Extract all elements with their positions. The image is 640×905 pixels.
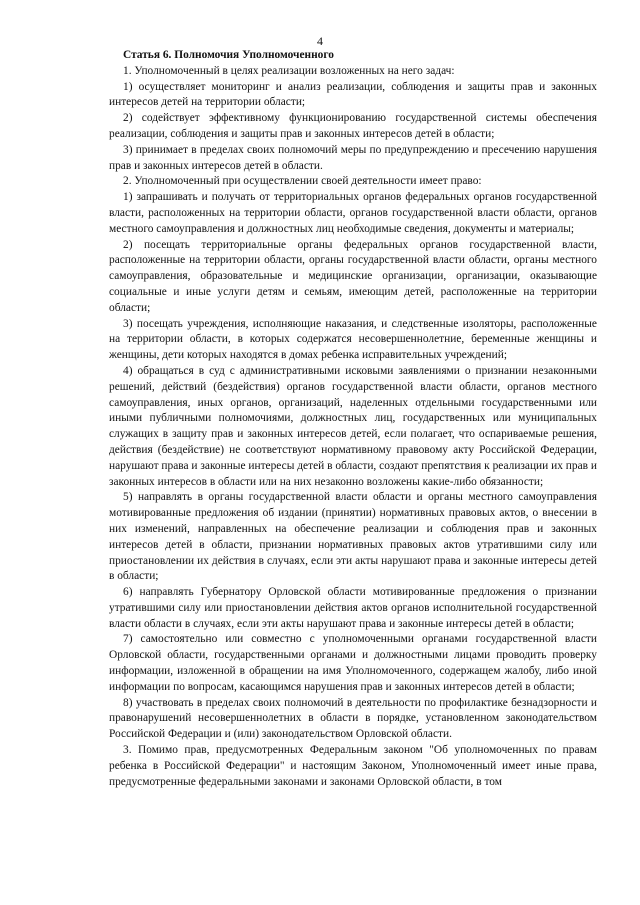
paragraph: 2) содействует эффективному функционированию государственной системы обеспечения реализации, соблюдения и защиты прав и законных интересов детей в области;: [109, 112, 597, 140]
paragraph: 4) обращаться в суд с административными исковыми заявлениями о признании незаконными решений, действий (бездействия) органов государственной власти области, органов местного самоуправления, иных органов, организаций, наделенных отдельными государственными или иными публичными полномочиями, должностных лиц, государственных или муниципальных служащих в защиту прав и законных интересов детей, если полагает, что оспариваемые решения, действия (бездействие) не соответствуют нормативному правовому акту Российской Федерации, нарушают права и законные интересы детей в области, создают препятствия к реализации их прав и законных интересов в области или на них незаконно возложены какие-либо обязанности;: [109, 364, 597, 488]
paragraph: 6) направлять Губернатору Орловской области мотивированные предложения о признании утратившими силу или приостановлении действия актов органов исполнительной государственной власти области в случаях, если эти акты нарушают права и законные интересы детей в области;: [109, 586, 597, 630]
paragraph: 5) направлять в органы государственной власти области и органы местного самоуправления мотивированные предложения об издании (принятии) нормативных правовых актов, о внесении в них изменений, направленных на обеспечение реализации и соблюдения прав и законных интересов детей в области, признании нормативных правовых актов утратившими силу или приостановлении их действия в случаях, если эти акты нарушают права и законные интересы детей в области;: [109, 491, 597, 583]
paragraph: 2. Уполномоченный при осуществлении своей деятельности имеет право:: [123, 175, 482, 188]
paragraph: 2) посещать территориальные органы федеральных органов государственной власти, расположенные на территории области, органы государственной власти области, органы местного самоуправления, образовательные и медицинские организации, организации, оказывающие социальные и иные услуги детям и семьям, имеющим детей, расположенные на территории области;: [109, 238, 597, 314]
article-heading: Статья 6. Полномочия Уполномоченного: [123, 49, 334, 61]
paragraph: 1) осуществляет мониторинг и анализ реализации, соблюдения и защиты прав и законных интересов детей на территории области;: [109, 80, 597, 109]
page-number: 4: [317, 34, 323, 48]
paragraph: 8) участвовать в пределах своих полномочий в деятельности по профилактике безнадзорности и правонарушений несовершеннолетних в области в порядке, установленном законодательством Российской Федерации и (или) законодательством Орловской области.: [109, 696, 597, 741]
paragraph: 7) самостоятельно или совместно с уполномоченными органами государственной власти Орловской области, государственными органами и должностными лицами проводить проверку информации, изложенной в обращении на имя Уполномоченного, содержащем жалобу, либо иной информации по вопросам, касающимся нарушения прав и законных интересов детей в области;: [109, 633, 597, 693]
paragraph: 1) запрашивать и получать от территориальных органов федеральных органов государственной власти, расположенных на территории области, органов государственной власти области, органов местного самоуправления и должностных лиц необходимые сведения, документы и материалы;: [109, 191, 597, 235]
article-body: [109, 48, 597, 790]
paragraph: 1. Уполномоченный в целях реализации возложенных на него задач:: [123, 64, 455, 77]
paragraph: 3) принимает в пределах своих полномочий меры по предупреждению и пресечению нарушения прав и законных интересов детей в области.: [109, 143, 597, 172]
paragraph: 3) посещать учреждения, исполняющие наказания, и следственные изоляторы, расположенные на территории области, в которых содержатся несовершеннолетние, беременные женщины и женщины, дети которых находятся в домах ребенка исправительных учреждений;: [109, 317, 597, 362]
paragraph: 3. Помимо прав, предусмотренных Федеральным законом "Об уполномоченных по правам ребенка в Российской Федерации" и настоящим Законом, Уполномоченный имеет иные права, предусмотренные федеральными законами и законами Орловской области, в том: [109, 744, 597, 788]
